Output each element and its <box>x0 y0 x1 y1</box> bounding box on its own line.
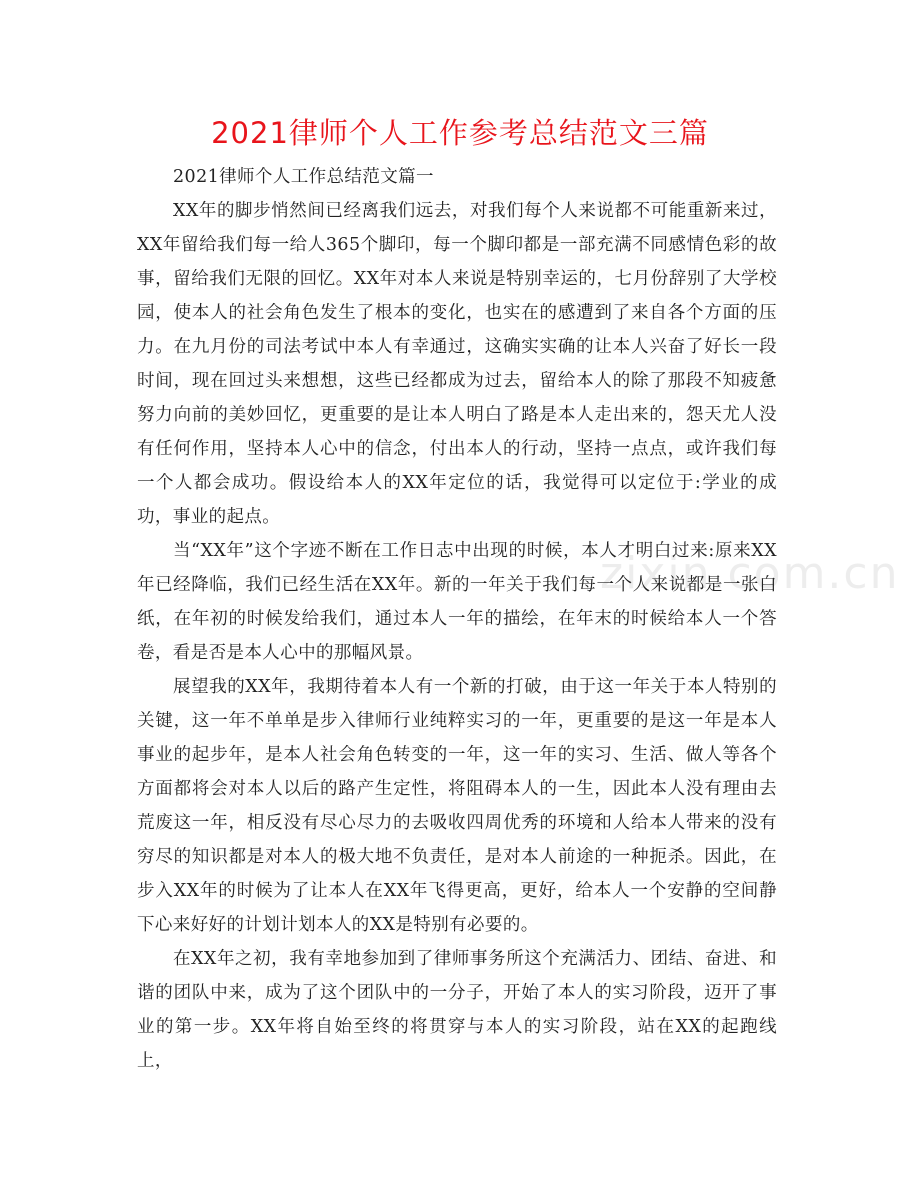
paragraph-4: 在XX年之初，我有幸地参加到了律师事务所这个充满活力、团结、奋进、和谐的团队中来，成为了这个团队中的一分子，开始了本人的实习阶段，迈开了事业的第一步。XX年将自始至终的将贯穿与本人的实习阶段，站在XX的起跑线上， <box>137 949 777 1071</box>
section-heading: 2021律师个人工作总结范文篇一 <box>173 167 434 187</box>
paragraph-2: 当“XX年”这个字迹不断在工作日志中出现的时候，本人才明白过来:原来XX年已经降临，我们已经生活在XX年。新的一年关于我们每一个人来说都是一张白纸，在年初的时候发给我们，通过本人一年的描绘，在年末的时候给本人一个答卷，看是否是本人心中的那幅风景。 <box>137 541 777 663</box>
watermark: zixin.com.cn <box>600 548 900 599</box>
paragraph-3: 展望我的XX年，我期待着本人有一个新的打破，由于这一年关于本人特别的关键，这一年不单单是步入律师行业纯粹实习的一年，更重要的是这一年是本人事业的起步年，是本人社会角色转变的一年，这一年的实习、生活、做人等各个方面都将会对本人以后的路产生定性，将阻碍本人的一生，因此本人没有理由去荒废这一年，相反没有尽心尽力的去吸收四周优秀的环境和人给本人带来的没有穷尽的知识都是对本人的极大地不负责任，是对本人前途的一种扼杀。因此，在步入XX年的时候为了让本人在XX年飞得更高，更好，给本人一个安静的空间静下心来好好的计划计划本人的XX是特别有必要的。 <box>137 677 777 935</box>
document-body <box>137 160 777 1078</box>
paragraph-1: XX年的脚步悄然间已经离我们远去，对我们每个人来说都不可能重新来过，XX年留给我们每一给人365个脚印，每一个脚印都是一部充满不同感情色彩的故事，留给我们无限的回忆。XX年对本人来说是特别幸运的，七月份辞别了大学校园，使本人的社会角色发生了根本的变化，也实在的感遭到了来自各个方面的压力。在九月份的司法考试中本人有幸通过，这确实实确的让本人兴奋了好长一段时间，现在回过头来想想，这些已经都成为过去，留给本人的除了那段不知疲惫努力向前的美妙回忆，更重要的是让本人明白了路是本人走出来的，怨天尤人没有任何作用，坚持本人心中的信念，付出本人的行动，坚持一点点，或许我们每一个人都会成功。假设给本人的XX年定位的话，我觉得可以定位于:学业的成功，事业的起点。 <box>137 201 777 527</box>
document-title: 2021律师个人工作参考总结范文三篇 <box>211 116 709 150</box>
